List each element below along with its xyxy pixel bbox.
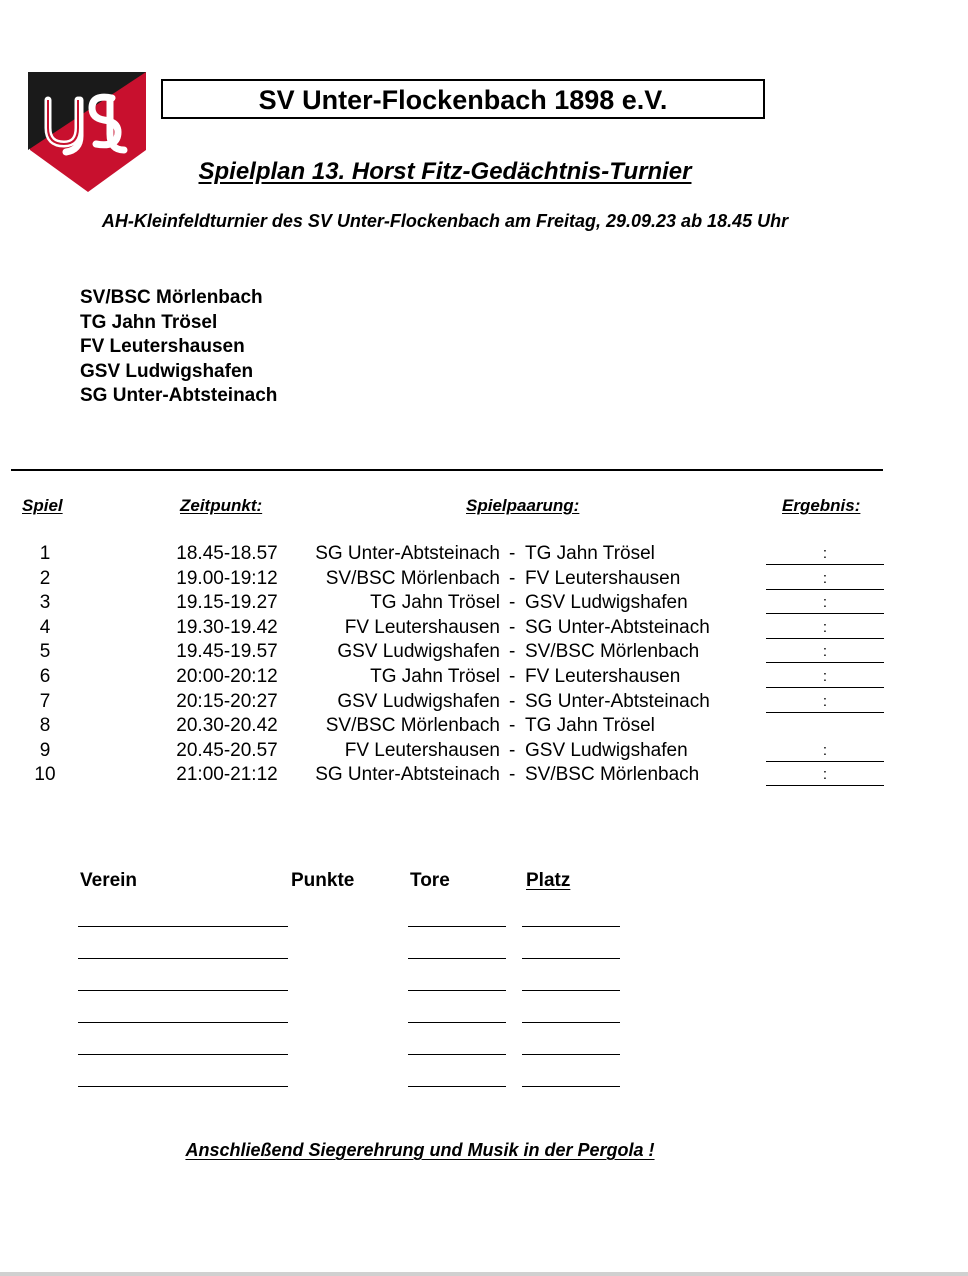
- match-away-team: SG Unter-Abtsteinach: [525, 690, 710, 712]
- column-header-time: Zeitpunkt:: [180, 496, 263, 515]
- club-blank-line: [78, 1054, 288, 1055]
- standings-header-place: Platz: [526, 870, 571, 891]
- club-name-box: SV Unter-Flockenbach 1898 e.V.: [161, 79, 765, 119]
- club-blank-line: [78, 1086, 288, 1087]
- match-away-team: TG Jahn Trösel: [525, 715, 655, 737]
- team-list-item: FV Leutershausen: [80, 336, 245, 358]
- match-time: 20.30-20.42: [176, 715, 278, 737]
- match-home-team: TG Jahn Trösel: [370, 592, 500, 614]
- match-result-field: :: [766, 665, 884, 688]
- table-row: [0, 763, 968, 788]
- place-blank-line: [522, 958, 620, 959]
- match-home-team: SV/BSC Mörlenbach: [325, 715, 500, 737]
- standings-blank-row: [0, 958, 968, 960]
- page-bottom-edge: [0, 1272, 968, 1276]
- match-time: 21:00-21:12: [176, 764, 278, 786]
- table-row: [0, 739, 968, 764]
- column-header-pairing: Spielpaarung:: [466, 496, 580, 515]
- match-separator: -: [509, 665, 516, 687]
- place-blank-line: [522, 926, 620, 927]
- goals-blank-line: [408, 1022, 506, 1023]
- team-list-item: TG Jahn Trösel: [80, 311, 218, 333]
- table-row: [0, 640, 968, 665]
- match-away-team: SV/BSC Mörlenbach: [525, 764, 700, 786]
- match-time: 19.30-19.42: [176, 616, 278, 638]
- match-home-team: FV Leutershausen: [344, 616, 500, 638]
- standings-header-club: Verein: [80, 870, 138, 891]
- match-home-team: GSV Ludwigshafen: [337, 690, 500, 712]
- team-list-item: GSV Ludwigshafen: [80, 360, 254, 382]
- match-separator: -: [509, 543, 516, 564]
- match-away-team: GSV Ludwigshafen: [525, 592, 688, 614]
- match-time: 19.00-19:12: [176, 567, 278, 589]
- match-number: 4: [39, 616, 51, 638]
- match-home-team: TG Jahn Trösel: [370, 665, 500, 687]
- standings-blank-row: [0, 1054, 968, 1056]
- goals-blank-line: [408, 926, 506, 927]
- match-separator: -: [509, 764, 516, 786]
- place-blank-line: [522, 1054, 620, 1055]
- match-home-team: FV Leutershausen: [344, 739, 500, 761]
- match-away-team: SG Unter-Abtsteinach: [525, 616, 710, 638]
- match-time: 19.45-19.57: [176, 641, 278, 663]
- match-result-field: [766, 714, 884, 736]
- club-blank-line: [78, 926, 288, 927]
- place-blank-line: [522, 1022, 620, 1023]
- divider: [11, 469, 883, 471]
- match-number: 6: [39, 665, 51, 687]
- page-subtitle: AH-Kleinfeldturnier des SV Unter-Flockenbach am Freitag, 29.09.23 ab 18.45 Uhr: [101, 211, 789, 231]
- place-blank-line: [522, 990, 620, 991]
- match-result-field: :: [766, 616, 884, 639]
- match-time: 20.45-20.57: [176, 739, 278, 761]
- match-time: 19.15-19.27: [176, 592, 278, 614]
- standings-blank-row: [0, 926, 968, 928]
- match-home-team: GSV Ludwigshafen: [337, 641, 500, 663]
- table-row: [0, 690, 968, 715]
- match-result-field: :: [766, 542, 884, 565]
- match-number: 1: [39, 543, 51, 564]
- match-number: 3: [39, 592, 51, 614]
- table-row: [0, 616, 968, 641]
- match-away-team: GSV Ludwigshafen: [525, 739, 688, 761]
- match-number: 5: [39, 641, 51, 663]
- table-row: [0, 591, 968, 616]
- match-away-team: FV Leutershausen: [525, 665, 681, 687]
- match-separator: -: [509, 567, 516, 589]
- goals-blank-line: [408, 958, 506, 959]
- table-row: [0, 542, 968, 567]
- match-number: 7: [39, 690, 51, 712]
- match-separator: -: [509, 715, 516, 737]
- match-separator: -: [509, 739, 516, 761]
- page-title: Spielplan 13. Horst Fitz-Gedächtnis-Turnier: [198, 158, 692, 185]
- goals-blank-line: [408, 990, 506, 991]
- match-away-team: FV Leutershausen: [525, 567, 681, 589]
- table-row: [0, 714, 968, 739]
- match-separator: -: [509, 641, 516, 663]
- club-blank-line: [78, 1022, 288, 1023]
- match-result-field: :: [766, 763, 884, 786]
- match-separator: -: [509, 592, 516, 614]
- place-blank-line: [522, 1086, 620, 1087]
- match-number: 10: [34, 764, 56, 786]
- match-separator: -: [509, 690, 516, 712]
- team-list-item: SV/BSC Mörlenbach: [80, 287, 263, 308]
- match-schedule: [0, 542, 968, 788]
- team-list-item: SG Unter-Abtsteinach: [80, 385, 278, 407]
- match-result-field: :: [766, 567, 884, 590]
- standings-blank-row: [0, 1022, 968, 1024]
- match-number: 8: [39, 715, 51, 737]
- match-time: 20:15-20:27: [176, 690, 278, 712]
- match-away-team: SV/BSC Mörlenbach: [525, 641, 700, 663]
- match-time: 18.45-18.57: [176, 543, 278, 564]
- column-header-game: Spiel: [22, 496, 63, 515]
- match-separator: -: [509, 616, 516, 638]
- match-home-team: SV/BSC Mörlenbach: [325, 567, 500, 589]
- match-time: 20:00-20:12: [176, 665, 278, 687]
- standings-blank-row: [0, 990, 968, 992]
- club-blank-line: [78, 958, 288, 959]
- footer-note: Anschließend Siegerehrung und Musik in der Pergola !: [185, 1140, 655, 1160]
- standings-header-goals: Tore: [410, 870, 450, 891]
- goals-blank-line: [408, 1086, 506, 1087]
- match-home-team: SG Unter-Abtsteinach: [315, 764, 500, 786]
- table-row: [0, 567, 968, 592]
- standings-blank-row: [0, 1086, 968, 1088]
- table-row: [0, 665, 968, 690]
- match-number: 2: [39, 567, 51, 589]
- match-result-field: :: [766, 640, 884, 663]
- match-result-field: :: [766, 591, 884, 614]
- match-result-field: :: [766, 739, 884, 762]
- club-blank-line: [78, 990, 288, 991]
- column-header-result: Ergebnis:: [782, 496, 861, 515]
- match-home-team: SG Unter-Abtsteinach: [315, 543, 500, 564]
- match-result-field: :: [766, 690, 884, 713]
- match-number: 9: [39, 739, 51, 761]
- goals-blank-line: [408, 1054, 506, 1055]
- standings-header-points: Punkte: [291, 870, 355, 891]
- match-away-team: TG Jahn Trösel: [525, 543, 655, 564]
- team-list: [80, 286, 277, 409]
